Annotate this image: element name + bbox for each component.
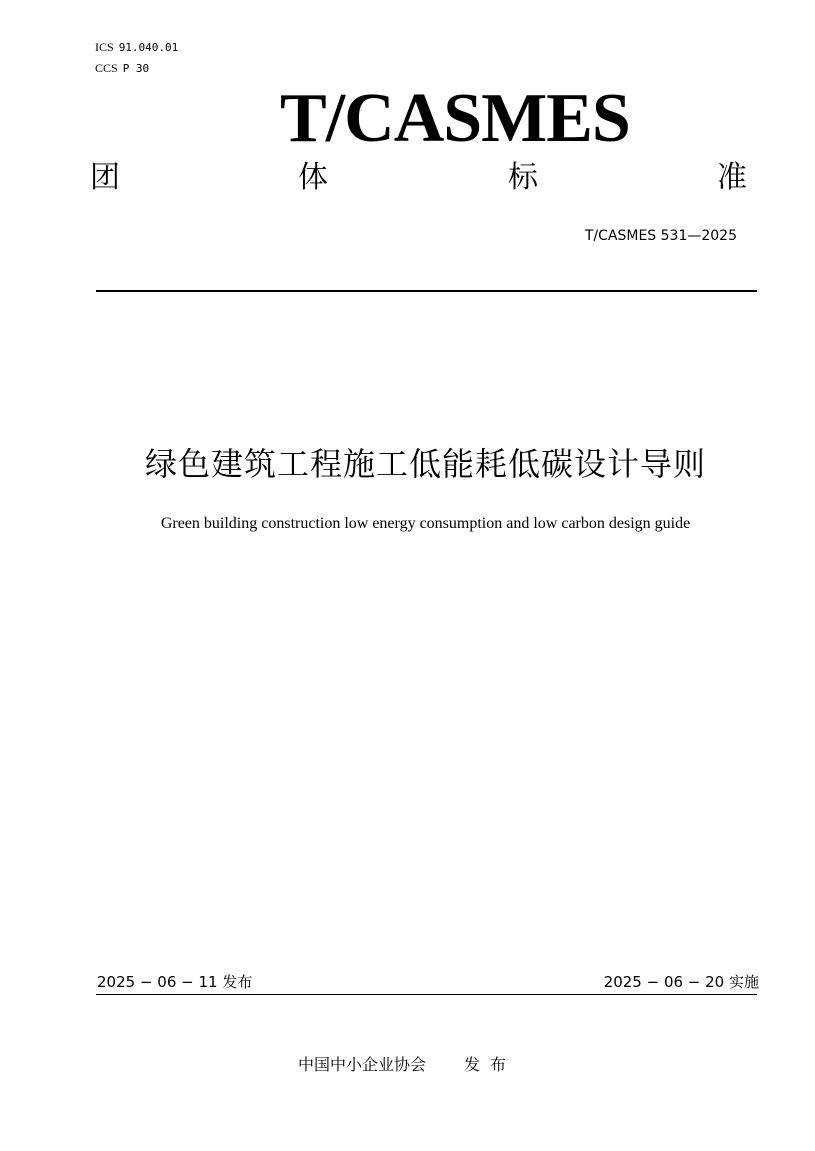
ics-code: 91.040.01 [118, 41, 179, 54]
top-divider [96, 290, 757, 292]
ics-label: ICS [95, 40, 114, 54]
ccs-code: P 30 [122, 62, 150, 75]
standard-number: T/CASMES 531—2025 [584, 228, 737, 244]
standard-type-char-4: 准 [717, 160, 747, 195]
standard-type-char-2: 体 [298, 160, 328, 195]
standard-type-char-1: 团 [90, 160, 120, 195]
publisher-name: 中国中小企业协会 [298, 1055, 427, 1074]
organization-logo: T/CASMES [280, 80, 630, 157]
document-title-english: Green building construction low energy consumption and low carbon design guide [160, 515, 691, 532]
ccs-label: CCS [95, 61, 118, 75]
publisher-line [298, 1055, 516, 1075]
publisher-action: 发布 [464, 1055, 517, 1074]
ccs-line [95, 61, 149, 76]
standard-type-char-3: 标 [508, 160, 538, 195]
bottom-divider [96, 994, 757, 995]
publish-date: 2025 − 06 − 11 发布 [97, 973, 253, 991]
document-title-chinese: 绿色建筑工程施工低能耗低碳设计导则 [144, 445, 706, 483]
ics-line [95, 40, 178, 55]
implementation-date: 2025 − 06 − 20 实施 [603, 973, 759, 991]
